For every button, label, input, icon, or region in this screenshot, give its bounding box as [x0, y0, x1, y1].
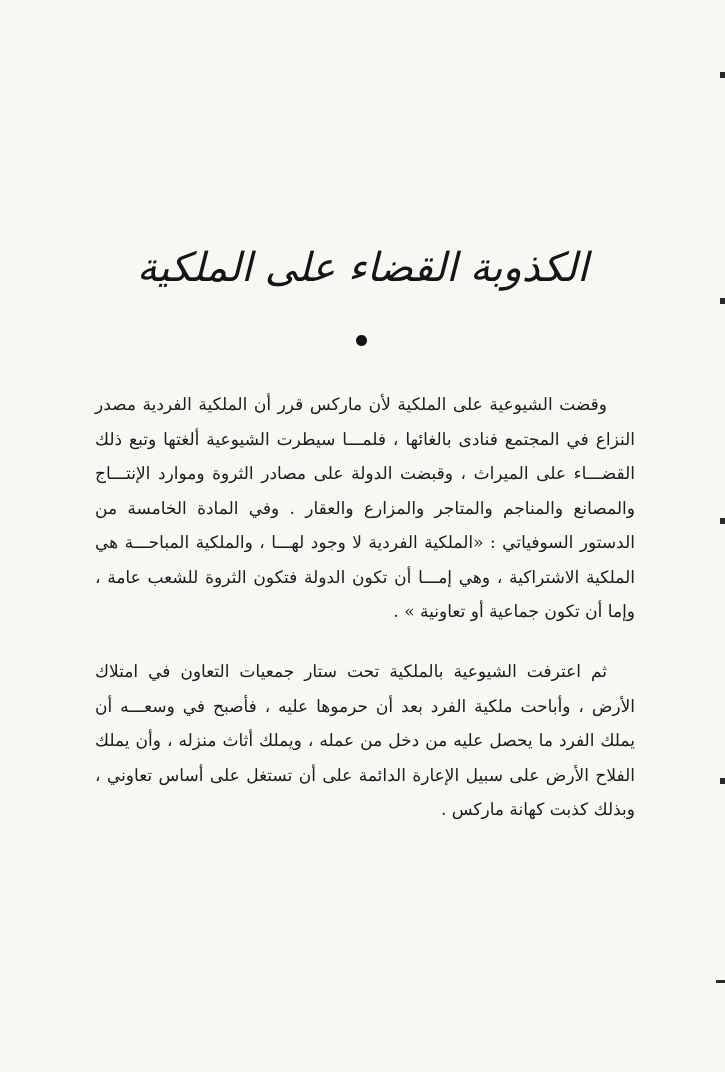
page-edge-mark: [720, 72, 725, 78]
page-edge-mark: [720, 778, 725, 784]
page-edge-mark: [716, 980, 725, 983]
paragraph-property-abolition: وقضت الشيوعية على الملكية لأن ماركس قرر أن الملكية الفردية مصدر النزاع في المجتمع فنادى بالغائها ، فلمـــا سيطرت الشيوعية ألغتها وتبع ذلك القضـــاء على الميراث ، وقبضت الدولة على مصادر الثروة وموارد الإنتـــاج والمصانع والمناجم والمتاجر والمزارع والعقار . وفي المادة الخامسة من الدستور السوفياتي : «الملكية الفردية لا وجود لهـــا ، والملكية المباحـــة هي الملكية الاشتراكية ، وهي إمـــا أن تكون الدولة فتكون الثروة للشعب عامة ، وإما أن تكون جماعية أو تعاونية » .: [95, 395, 635, 622]
page-edge-mark: [720, 298, 725, 304]
title-separator-dot: [356, 335, 367, 346]
paragraph-property-recognition: ثم اعترفت الشيوعية بالملكية تحت ستار جمعيات التعاون في امتلاك الأرض ، وأباحت ملكية الفرد بعد أن حرموها عليه ، فأصبح في وسعـــه أن يملك الفرد ما يحصل عليه من دخل من عمله ، ويملك أثاث منزله ، وأن يملك الفلاح الأرض على سبيل الإعارة الدائمة على أن تستغل على أساس تعاوني ، وبذلك كذبت كهانة ماركس .: [95, 662, 635, 820]
page-edge-mark: [720, 518, 725, 524]
page-title: الكذوبة القضاء على الملكية: [136, 245, 589, 291]
